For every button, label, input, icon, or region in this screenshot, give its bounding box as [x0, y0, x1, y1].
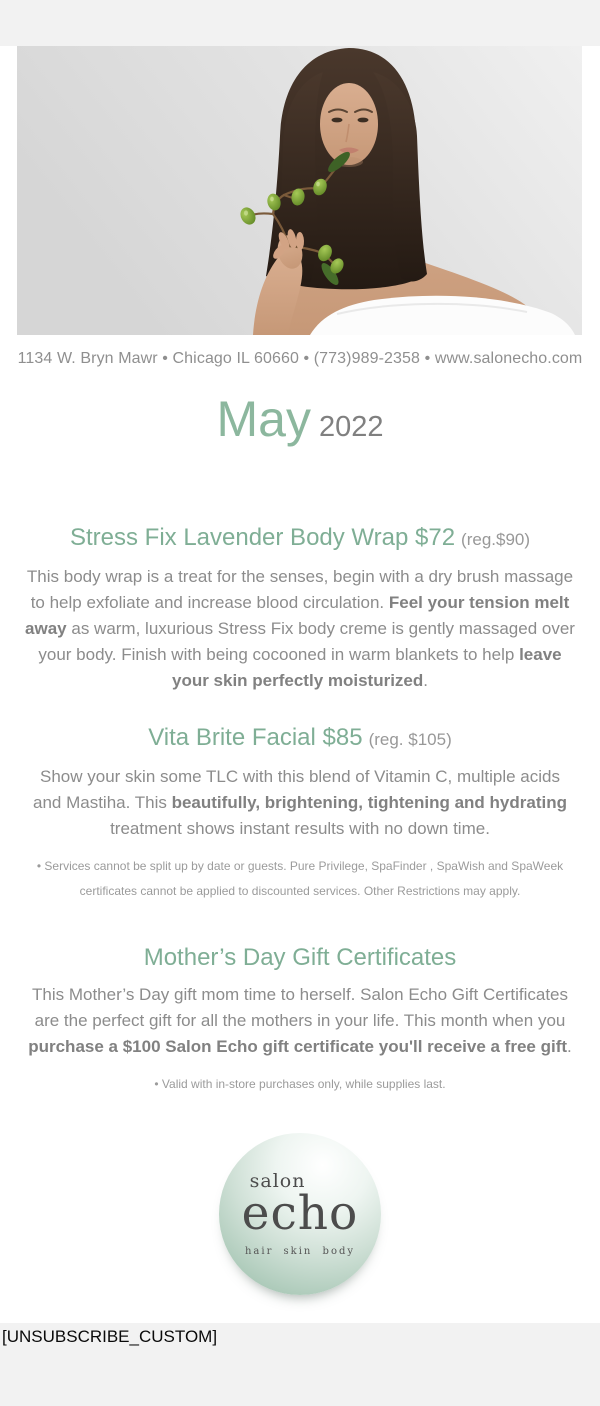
page-top-margin: [0, 0, 600, 46]
logo-tagline: hair skin body: [244, 1245, 356, 1257]
section-title-text: Mother’s Day Gift Certificates: [143, 944, 457, 971]
paragraph-segment: This Mother’s Day gift mom time to herself. Salon Echo Gift Certificates are the perfect gift for all the mothers in your life. This month when you: [31, 985, 568, 1030]
paragraph-segment: beautifully, brightening, tightening and hydrating: [171, 793, 567, 812]
section-title: [0, 944, 600, 972]
paragraph-segment: leave your skin perfectly moisturized: [171, 645, 562, 690]
month-text: May: [216, 391, 311, 447]
unsubscribe-link[interactable]: [UNSUBSCRIBE_CUSTOM]: [2, 1327, 218, 1346]
logo-word-echo: echo: [241, 1185, 359, 1241]
paragraph-segment: Show your skin some TLC with this blend of Vitamin C, multiple acids and Mastiha. This: [33, 767, 560, 812]
section-disclaimer: • Services cannot be split up by date or guests. Pure Privilege, SpaFinder , SpaWish and SpaWeek certificates cannot be applied to discounted services. Other Restrictions may apply.: [36, 859, 564, 898]
regular-price-note: (reg.$90): [461, 530, 531, 549]
paragraph-segment: .: [423, 671, 429, 690]
section-3: [0, 944, 600, 1097]
section-disclaimer: • Valid with in-store purchases only, while supplies last.: [154, 1077, 446, 1091]
section-description: [24, 564, 576, 694]
section-title: [0, 724, 600, 754]
paragraph-segment: as warm, luxurious Stress Fix body creme is gently massaged over your body. Finish with being cocooned in warm blankets to help: [38, 619, 575, 664]
paragraph-segment: treatment shows instant results with no down time.: [110, 819, 490, 838]
footer: [0, 1323, 600, 1351]
paragraph-segment: .: [567, 1037, 572, 1056]
year-text: 2022: [318, 411, 384, 443]
email-body-card: [0, 46, 600, 1323]
hero-photo: [17, 46, 582, 335]
date-heading: [0, 393, 600, 458]
salon-echo-logo: [219, 1133, 381, 1295]
section-description: [24, 764, 576, 842]
section-title-text: Vita Brite Facial $85: [148, 724, 363, 751]
paragraph-segment: Feel your tension melt away: [25, 593, 570, 638]
regular-price-note: (reg. $105): [368, 730, 452, 749]
logo-text-block: [241, 1169, 359, 1257]
section-title-text: Stress Fix Lavender Body Wrap $72: [69, 524, 456, 551]
section-title: [0, 524, 600, 554]
logo-word-salon: salon: [249, 1169, 306, 1192]
section-description: [24, 982, 576, 1060]
paragraph-segment: purchase a $100 Salon Echo gift certificate you'll receive a free gift: [28, 1037, 568, 1056]
salon-address-line: 1134 W. Bryn Mawr • Chicago IL 60660 • (773)989-2358 • www.salonecho.com: [17, 350, 583, 367]
section-1: [0, 524, 600, 694]
paragraph-segment: This body wrap is a treat for the senses, begin with a dry brush massage to help exfoliate and increase blood circulation.: [26, 567, 574, 612]
section-2: [0, 724, 600, 904]
sections: [0, 524, 600, 1097]
hero-photo-illustration: [17, 46, 582, 335]
